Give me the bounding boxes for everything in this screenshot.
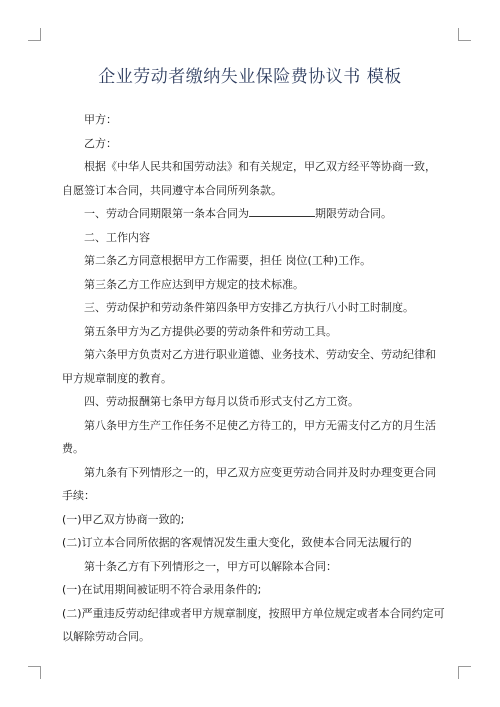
preamble-paragraph: 根据《中华人民共和国劳动法》和有关规定，甲乙双方经平等协商一致，自愿签订本合同，共同遵守本合同所列条款。: [62, 160, 436, 197]
article-5: 第五条甲方为乙方提供必要的劳动条件和劳动工具。: [84, 324, 337, 338]
document-title: 企业劳动者缴纳失业保险费协议书 模板: [98, 67, 402, 87]
article-2: 第二条乙方同意根据甲方工作需要，担任 岗位(工种)工作。: [84, 254, 372, 267]
article-3: 第三条乙方工作应达到甲方规定的技术标准。: [84, 277, 304, 291]
document-body: [62, 108, 446, 649]
article-8: 第八条甲方生产工作任务不足使乙方待工的，甲方无需支付乙方的月生活费。: [62, 418, 436, 455]
article-10: 第十条乙方有下列情形之一，甲方可以解除本合同：: [84, 559, 337, 573]
party-a-line: 甲方：: [84, 113, 117, 126]
section-heading-work: 二、工作内容: [84, 230, 150, 244]
corner-mark-top-left: [28, 28, 41, 41]
contract-term-blank: [249, 206, 315, 217]
article-9: 第九条有下列情形之一的，甲乙双方应变更劳动合同并及时办理变更合同手续：: [62, 465, 436, 502]
article-10-item-2: (二)严重违反劳动纪律或者甲方规章制度，按照甲方单位规定或者本合同约定可以解除劳动合同。: [62, 606, 445, 643]
corner-mark-bottom-right: [458, 666, 471, 679]
article-10-item-1: (一)在试用期间被证明不符合录用条件的;: [62, 583, 262, 596]
party-b-line: 乙方：: [84, 136, 117, 150]
article-6: 第六条甲方负责对乙方进行职业道德、业务技术、劳动安全、劳动纪律和甲方规章制度的教育。: [62, 348, 436, 385]
corner-mark-bottom-left: [28, 666, 41, 679]
contract-term-prefix: 一、劳动合同期限第一条本合同为: [84, 207, 249, 220]
article-7: 四、劳动报酬第七条甲方每月以货币形式支付乙方工资。: [84, 395, 359, 408]
article-9-item-1: (一)甲乙双方协商一致的;: [62, 512, 185, 526]
article-4: 三、劳动保护和劳动条件第四条甲方安排乙方执行八小时工时制度。: [84, 301, 414, 314]
corner-mark-top-right: [458, 28, 471, 41]
contract-term-line: [62, 202, 446, 226]
contract-term-suffix: 期限劳动合同。: [315, 207, 392, 220]
article-9-item-2: (二)订立本合同所依据的客观情况发生重大变化，致使本合同无法履行的: [62, 536, 412, 549]
